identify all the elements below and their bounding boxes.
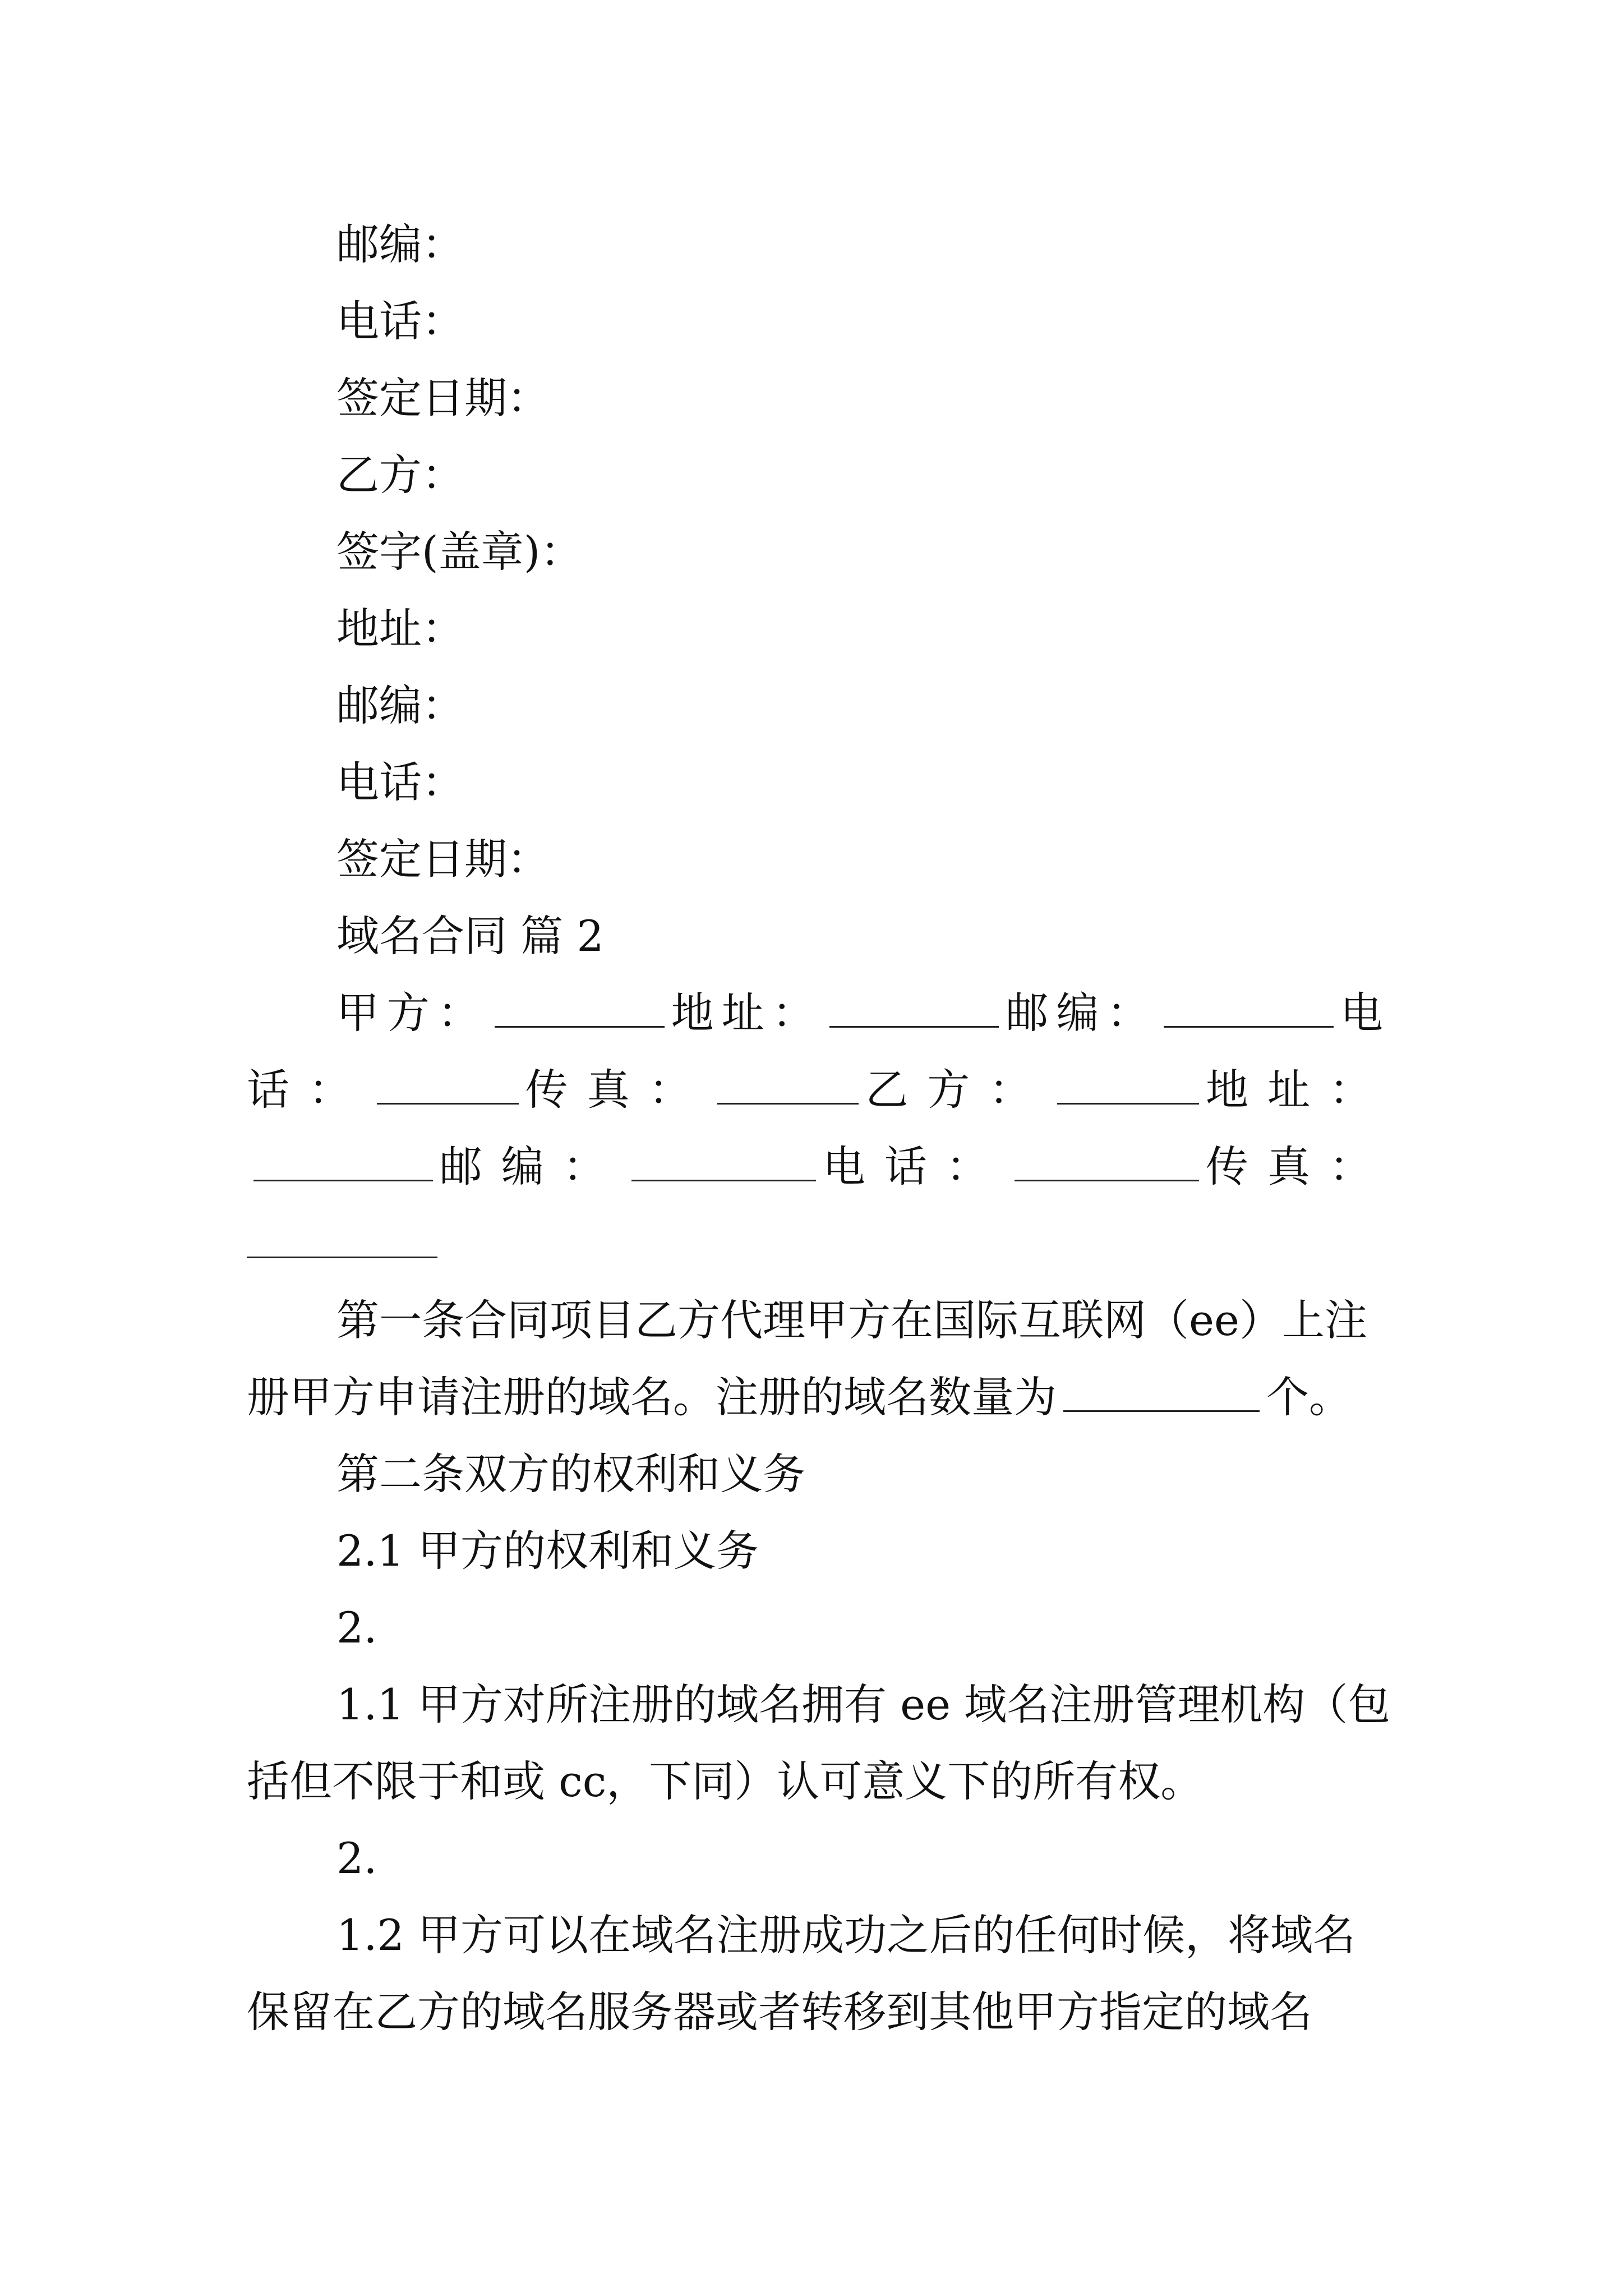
phone-label: 电话： (336, 296, 464, 346)
fax-b-blank (247, 1252, 437, 1258)
phone-b-blank (1015, 1175, 1199, 1181)
party-b-field-label: 乙方： (865, 1065, 1051, 1115)
phone-label-2: 电话： (336, 757, 464, 807)
section-1-2-line-2: 保留在乙方的域名服务器或者转移到其他甲方指定的域名 (247, 1987, 1312, 2037)
phone-field-start: 电 (1340, 988, 1391, 1038)
section-number-marker-1: 2. (336, 1603, 377, 1653)
article-1-line-2 (247, 1370, 1391, 1424)
signing-date-label: 签定日期： (336, 373, 550, 423)
party-b-label: 乙方： (336, 450, 464, 500)
fax-blank (717, 1098, 859, 1105)
address-field-label: 地址： (671, 988, 823, 1038)
postcode-blank (1164, 1022, 1334, 1028)
contract-title: 域名合同 篇 2 (336, 911, 604, 961)
form-line-1 (336, 986, 1391, 1040)
postcode-b-field-label: 邮编： (439, 1142, 625, 1191)
signing-date-label-2: 签定日期： (336, 834, 550, 884)
address-label: 地址： (336, 604, 464, 654)
article-1-line-1: 第一条合同项目乙方代理甲方在国际互联网（ee）上注 (336, 1295, 1367, 1345)
section-number-marker-2: 2. (336, 1833, 377, 1883)
signature-seal-label: 签字(盖章)： (336, 527, 583, 577)
party-a-label: 甲方： (336, 988, 488, 1038)
postcode-b-blank (631, 1175, 816, 1181)
form-line-2 (247, 1063, 1391, 1117)
party-b-blank (1057, 1098, 1199, 1105)
phone-blank (377, 1098, 519, 1105)
fax-b-blank-line (247, 1217, 1391, 1271)
address-b-blank (253, 1175, 433, 1181)
postcode-label: 邮编： (336, 219, 464, 269)
address-blank (829, 1022, 999, 1028)
article-1-text-after: 个。 (1266, 1372, 1352, 1422)
fax-field-label: 传真： (525, 1065, 711, 1115)
article-2-title: 第二条双方的权利和义务 (336, 1449, 805, 1499)
domain-quantity-blank (1063, 1406, 1260, 1412)
article-1-text-before: 册甲方申请注册的域名。注册的域名数量为 (247, 1372, 1057, 1422)
party-a-blank (495, 1022, 665, 1028)
section-1-2-line-1: 1.2 甲方可以在域名注册成功之后的任何时候，将域名 (336, 1910, 1356, 1960)
phone-b-field-label: 电话： (822, 1142, 1008, 1191)
section-2-1-title: 2.1 甲方的权利和义务 (336, 1526, 759, 1576)
postcode-label-2: 邮编： (336, 680, 464, 730)
postcode-field-label: 邮编： (1006, 988, 1158, 1038)
section-1-1-line-2: 括但不限于和或 cc，下同）认可意义下的所有权。 (247, 1756, 1204, 1806)
fax-b-field-label: 传真： (1206, 1142, 1391, 1191)
phone-field-end: 话： (247, 1065, 370, 1115)
section-1-1-line-1: 1.1 甲方对所注册的域名拥有 ee 域名注册管理机构（包 (336, 1680, 1391, 1729)
form-line-3 (247, 1140, 1391, 1194)
address-b-field-label: 地址： (1206, 1065, 1391, 1115)
